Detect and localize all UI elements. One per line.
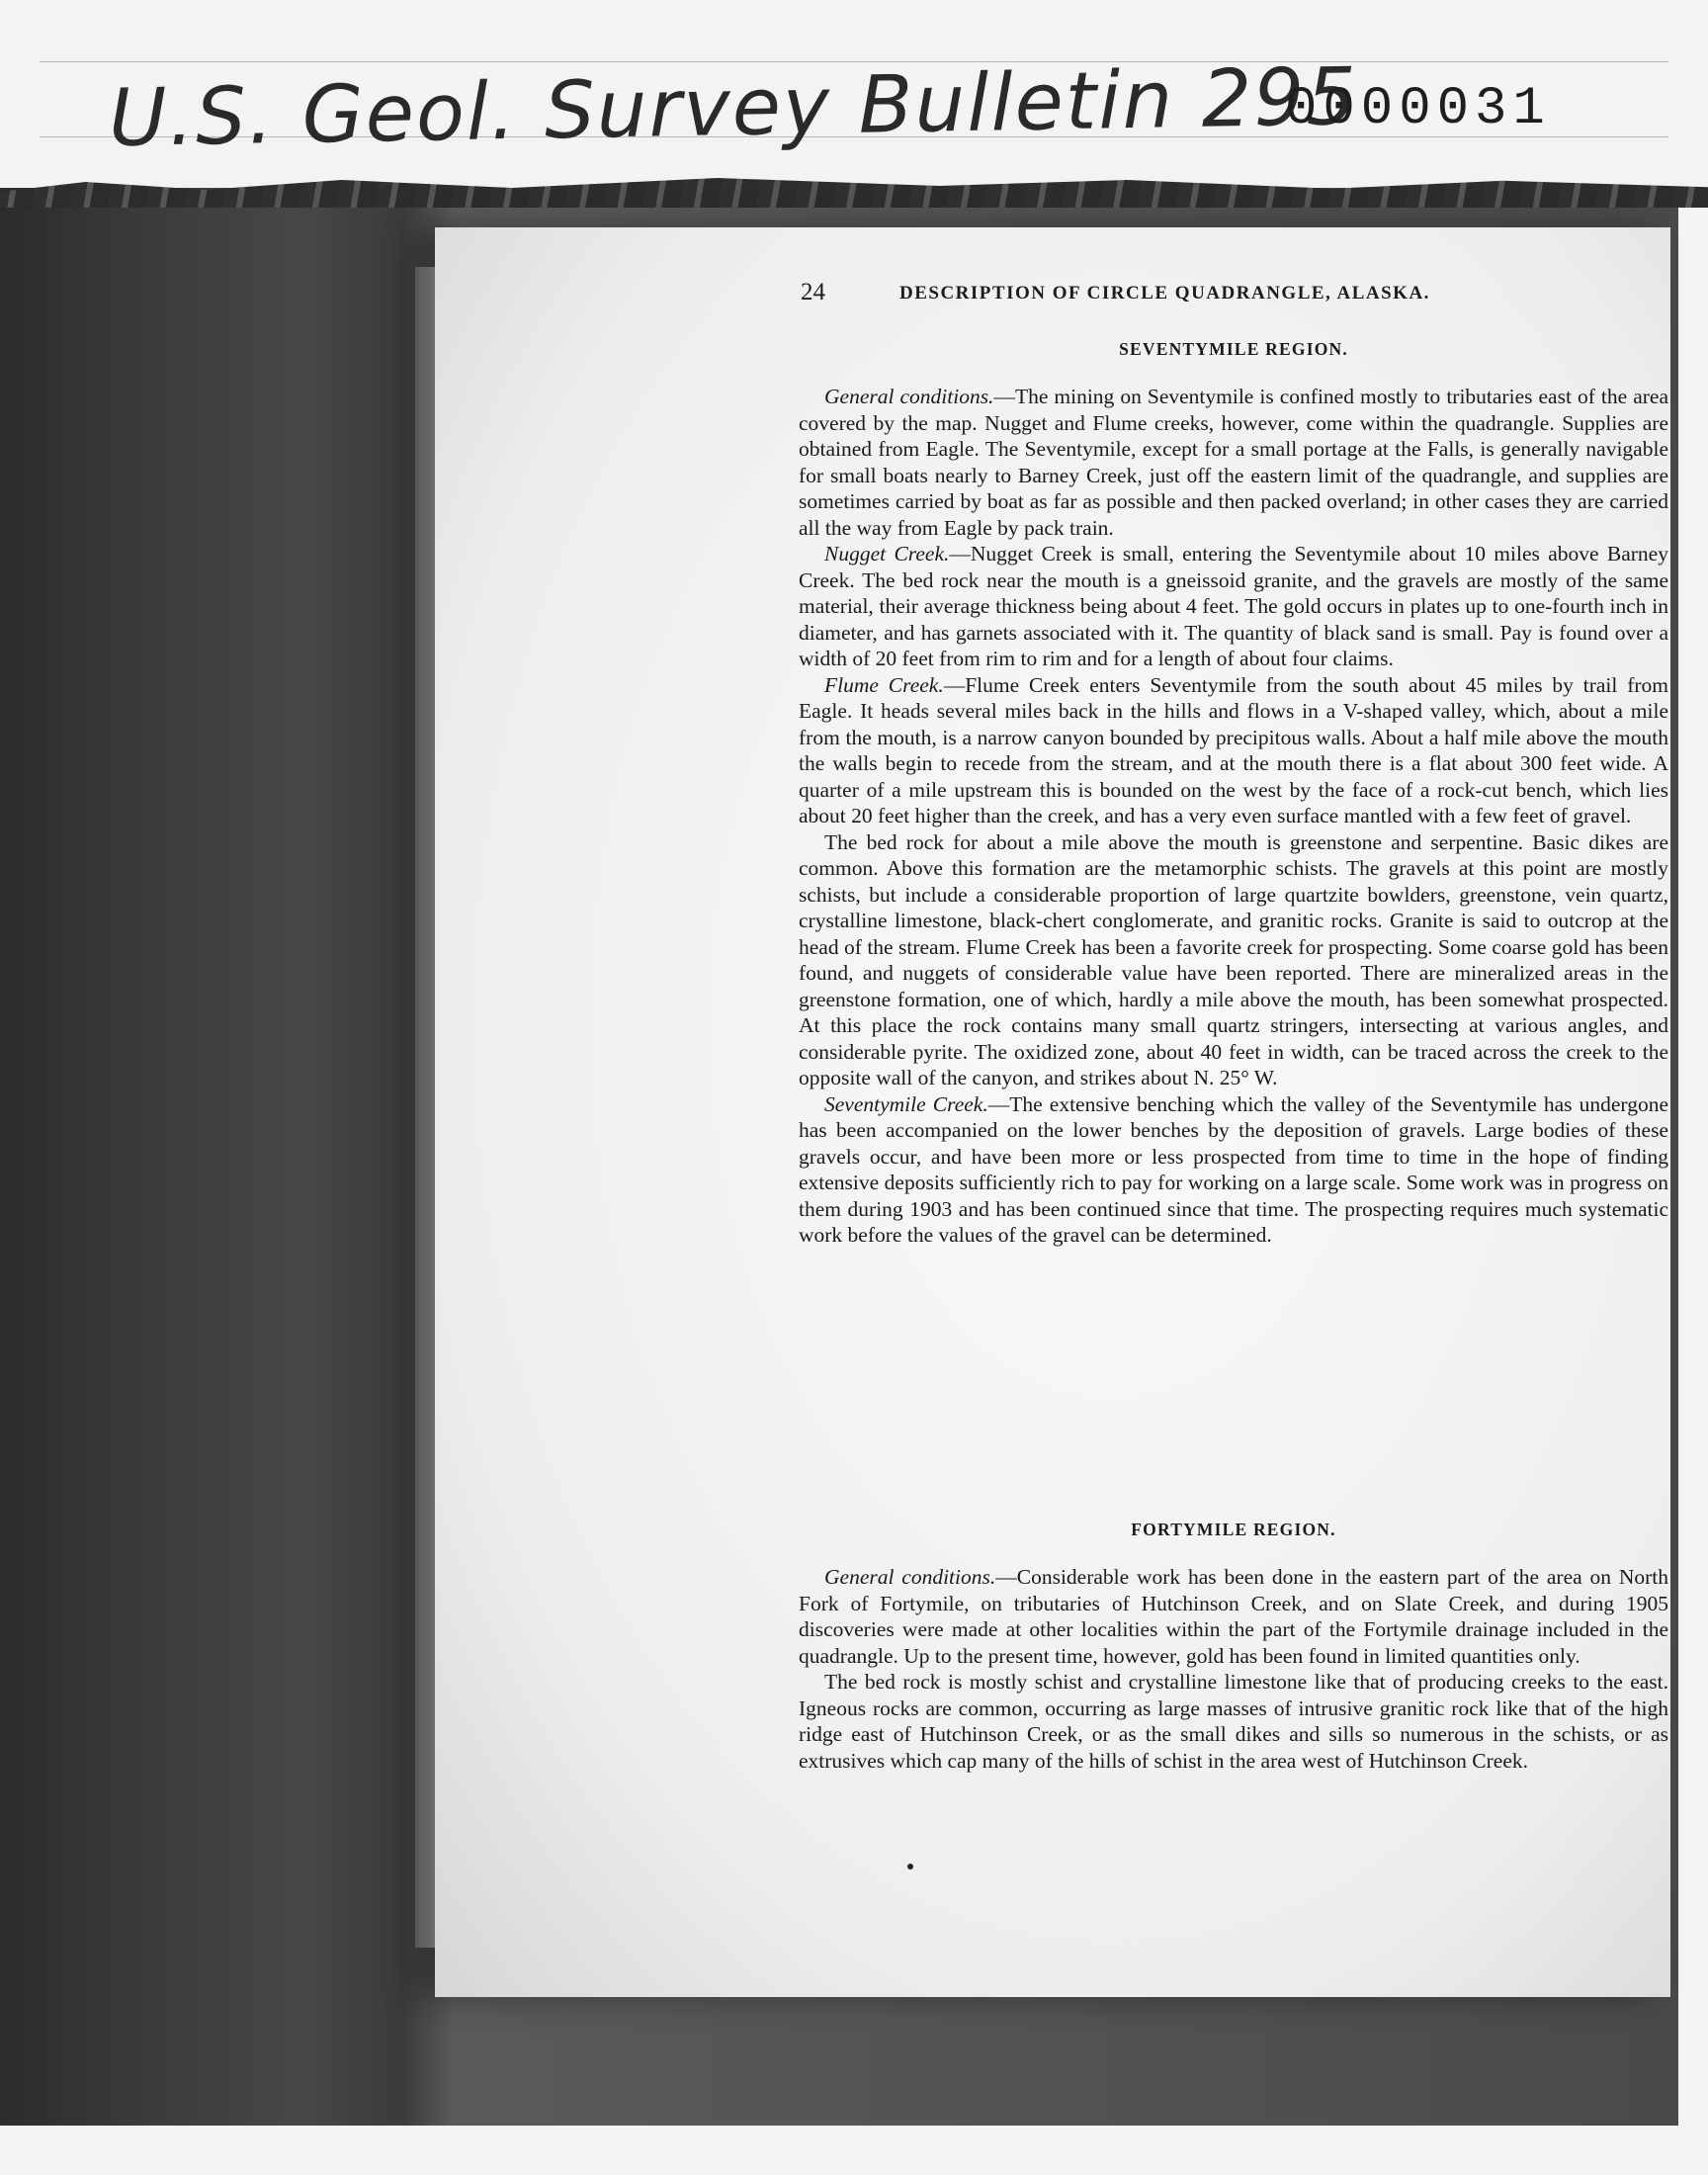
bottom-band	[0, 2126, 1708, 2175]
paragraph	[799, 1669, 1668, 1774]
paragraph-text: —The extensive benching which the valley of the Seventymile has undergone has been accompanied on the lower benches by the deposition of gravels. Large bodies of these gravels occur, and have been more or less prospected from time to time in the hope of finding extensive deposits sufficiently rich to pay for working on a large scale. Some work was in progress on them during 1903 and has been continued since that time. The prospecting requires much systematic work before the values of the gravel can be determined.	[799, 1091, 1668, 1247]
paragraph	[799, 829, 1668, 1091]
paragraph-text: The bed rock for about a mile above the mouth is greenstone and serpentine. Basic dikes are common. Above this formation are the metamorphic schists. The gravels at this point are mostly schists, but include a considerable proportion of large quartzite bowlders, greenstone, vein quartz, crystalline limestone, black-chert conglomerate, and granitic rocks. Granite is said to outcrop at the head of the stream. Flume Creek has been a favorite creek for prospecting. Some coarse gold has been found, and nuggets of considerable value have been reported. There are mineralized areas in the greenstone formation, one of which, hardly a mile above the mouth, has been somewhat prospected. At this place the rock contains many small quartz stringers, intersecting at various angles, and considerable pyrite. The oxidized zone, about 40 feet in width, can be traced across the creek to the opposite wall of the canyon, and strikes about N. 25° W.	[799, 829, 1668, 1089]
run-in-heading: General conditions.	[824, 385, 994, 408]
paragraph	[799, 1091, 1668, 1249]
paragraph	[799, 384, 1668, 541]
run-in-heading: Flume Creek.	[824, 672, 944, 697]
header-strip	[0, 0, 1708, 198]
paragraph-text: —Considerable work has been done in the eastern part of the area on North Fork of Fortymile, on tributaries of Hutchinson Creek, and on Slate Creek, and during 1905 discoveries were made at other localities within the part of the Fortymile drainage included in the quadrangle. Up to the present time, however, gold has been found in limited quantities only.	[799, 1565, 1668, 1668]
page-number: 24	[801, 279, 825, 305]
run-in-heading: Nugget Creek.	[824, 542, 950, 566]
paragraph-text: —The mining on Seventymile is confined mostly to tributaries east of the area covered by the map. Nugget and Flume creeks, however, come within the quadrangle. Supplies are obtained from Eagle. The Seventymile, except for a small portage at the Falls, is generally navigable for small boats nearly to Barney Creek, just off the eastern limit of the quadrangle, and supplies are sometimes carried by boat as far as possible and then packed overland; in other cases they are carried all the way from Eagle by pack train.	[799, 385, 1668, 540]
running-head	[801, 279, 1572, 312]
paragraph	[799, 672, 1668, 829]
paragraph-text: —Nugget Creek is small, entering the Seventymile about 10 miles above Barney Creek. The bed rock near the mouth is a gneissoid granite, and the gravels are mostly of the same material, their average thickness being about 4 feet. The gold occurs in plates up to one-fourth inch in diameter, and has garnets associated with it. The quantity of black sand is small. Pay is found over a width of 20 feet from rim to rim and for a length of about four claims.	[799, 542, 1668, 670]
run-in-heading: Seventymile Creek.	[824, 1091, 988, 1116]
paragraph-text: The bed rock is mostly schist and crystalline limestone like that of producing creeks to the east. Igneous rocks are common, occurring as large masses of intrusive granitic rock like that of the high ridge east of Hutchinson Creek, or as the small dikes and sills so numerous in the schists, or as extrusives which cap many of the hills of schist in the area west of Hutchinson Creek.	[799, 1670, 1668, 1773]
paragraph	[799, 541, 1668, 672]
page-title: DESCRIPTION OF CIRCLE QUADRANGLE, ALASKA.	[899, 283, 1430, 304]
section-heading: FORTYMILE REGION.	[1131, 1520, 1336, 1539]
section-seventymile	[799, 336, 1668, 1249]
paragraph	[799, 1564, 1668, 1669]
paragraph-text: —Flume Creek enters Seventymile from the south about 45 miles by trail from Eagle. It heads several miles back in the hills and flows in a V-shaped valley, which, about a mile from the mouth, is a narrow canyon bounded by precipitous walls. About a half mile above the mouth the walls begin to recede from the stream, and at the mouth there is a flat about 300 feet wide. A quarter of a mile upstream this is bounded on the west by the face of a rock-cut bench, which lies about 20 feet higher than the creek, and has a very even surface mantled with a few feet of gravel.	[799, 672, 1668, 827]
stamp-number: 0000031	[1285, 79, 1551, 139]
handwritten-note: U.S. Geol. Survey Bulletin 295	[108, 49, 1359, 165]
run-in-heading: General conditions.	[824, 1565, 996, 1589]
section-heading: SEVENTYMILE REGION.	[1119, 339, 1348, 359]
section-fortymile	[799, 1517, 1668, 1774]
ink-dot	[907, 1864, 913, 1870]
